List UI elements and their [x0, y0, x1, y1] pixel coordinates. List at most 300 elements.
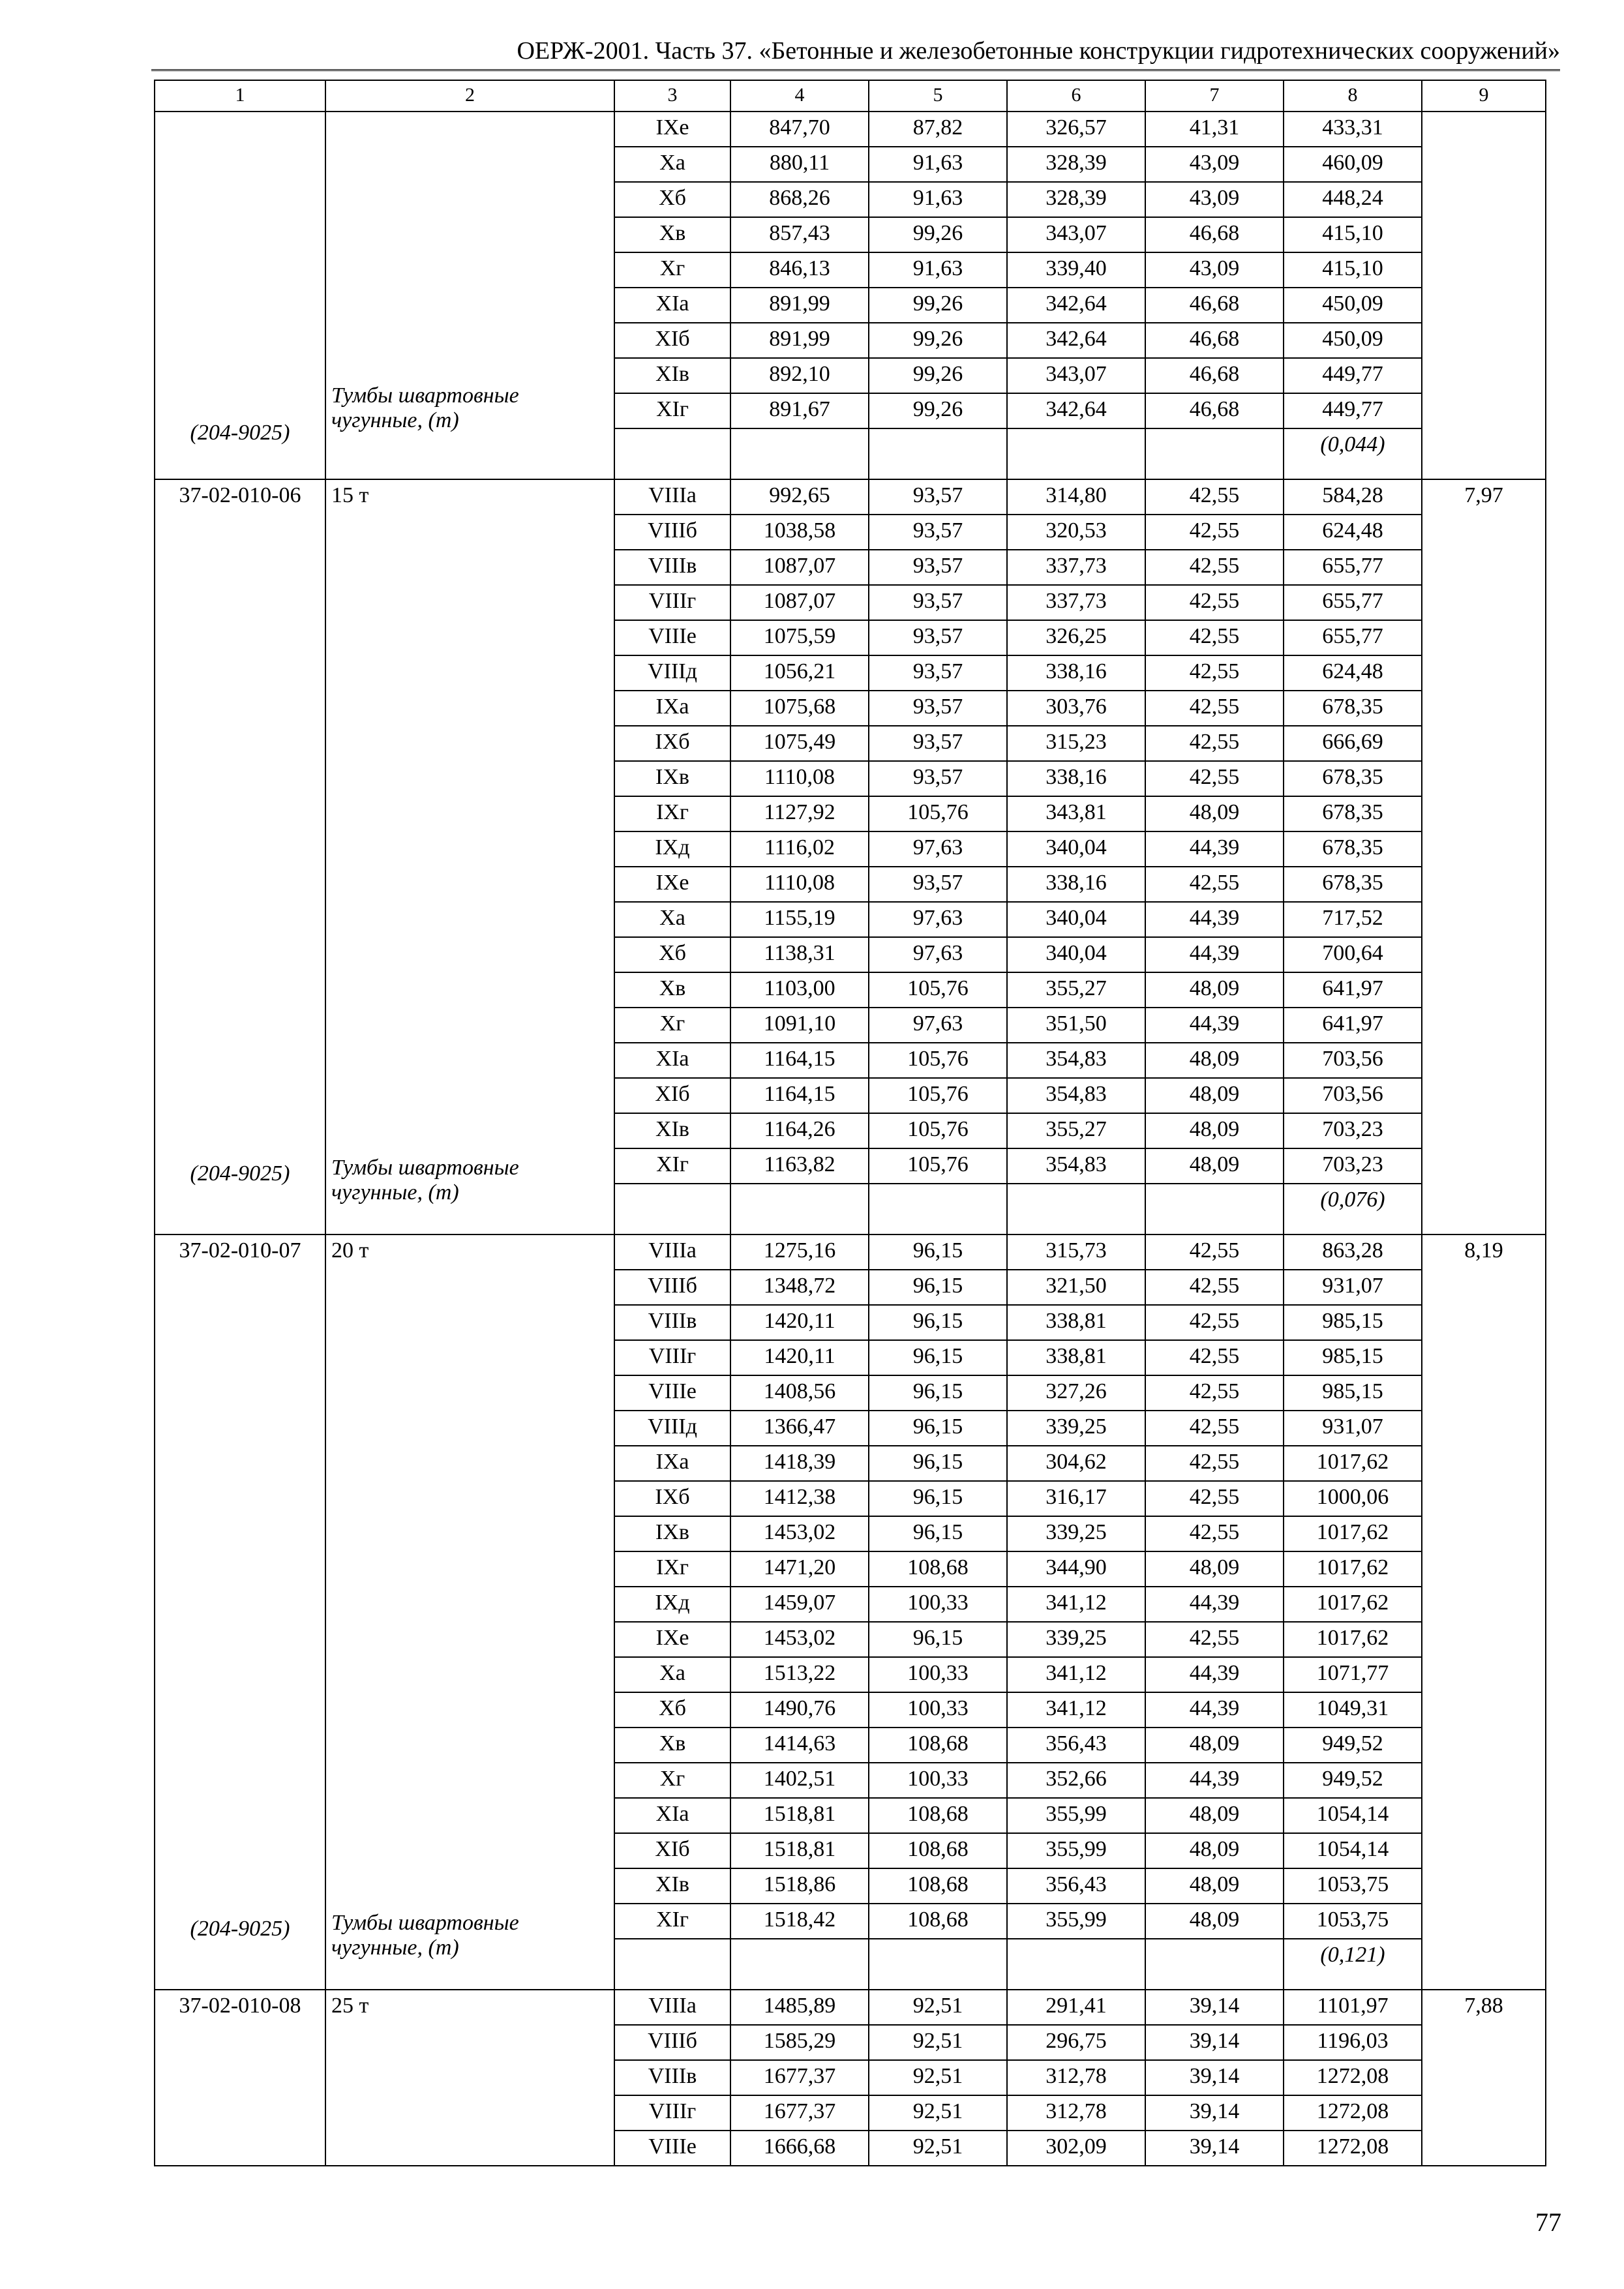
labor-cost: 96,15 — [869, 1446, 1007, 1481]
column-number: 6 — [1007, 80, 1145, 112]
machine-cost: 314,80 — [1007, 479, 1145, 515]
zone-code: XIг — [614, 1148, 730, 1184]
labor-cost: 96,15 — [869, 1305, 1007, 1340]
labor-cost: 97,63 — [869, 902, 1007, 937]
machinist-wage: 48,09 — [1145, 1728, 1284, 1763]
zone-code: VIIIг — [614, 2095, 730, 2131]
materials-cost: 624,48 — [1284, 655, 1422, 691]
total-cost: 1420,11 — [730, 1305, 869, 1340]
labor-cost: 96,15 — [869, 1340, 1007, 1375]
total-cost: 1075,49 — [730, 726, 869, 761]
table-row — [155, 1990, 1546, 2025]
empty-cell — [1145, 1184, 1284, 1234]
rate-name-cell — [325, 479, 614, 1234]
machine-cost: 321,50 — [1007, 1270, 1145, 1305]
machinist-wage: 48,09 — [1145, 1868, 1284, 1904]
rate-code — [159, 112, 321, 146]
zone-code: XIг — [614, 393, 730, 428]
machinist-wage: 46,68 — [1145, 393, 1284, 428]
labor-cost: 108,68 — [869, 1728, 1007, 1763]
machine-cost: 342,64 — [1007, 393, 1145, 428]
materials-cost: 449,77 — [1284, 393, 1422, 428]
resource-code: (204-9025) — [190, 1161, 290, 1186]
total-cost: 1075,59 — [730, 620, 869, 655]
total-cost: 1163,82 — [730, 1148, 869, 1184]
zone-code: VIIIа — [614, 1234, 730, 1270]
total-cost: 892,10 — [730, 358, 869, 393]
rate-name: 25 т — [331, 1994, 369, 2018]
resource-quantity: (0,121) — [1284, 1939, 1422, 1990]
machine-cost: 355,99 — [1007, 1798, 1145, 1833]
materials-cost: 985,15 — [1284, 1305, 1422, 1340]
total-cost: 1110,08 — [730, 761, 869, 796]
machine-cost: 312,78 — [1007, 2060, 1145, 2095]
zone-code: Xв — [614, 217, 730, 252]
zone-code: VIIIд — [614, 655, 730, 691]
labor-cost: 96,15 — [869, 1411, 1007, 1446]
labor-cost: 93,57 — [869, 761, 1007, 796]
total-cost: 868,26 — [730, 182, 869, 217]
labor-cost: 96,15 — [869, 1481, 1007, 1516]
machinist-wage: 48,09 — [1145, 1078, 1284, 1113]
machine-cost: 343,07 — [1007, 217, 1145, 252]
total-cost: 1138,31 — [730, 937, 869, 972]
materials-cost: 703,23 — [1284, 1113, 1422, 1148]
machinist-wage: 42,55 — [1145, 655, 1284, 691]
resource-quantity: (0,044) — [1284, 428, 1422, 479]
materials-cost: 1017,62 — [1284, 1587, 1422, 1622]
machine-cost: 315,23 — [1007, 726, 1145, 761]
total-cost: 1677,37 — [730, 2060, 869, 2095]
zone-code: Xв — [614, 972, 730, 1008]
resource-name: Тумбы швартовные чугунные, (т) — [331, 1156, 519, 1204]
labor-rate — [1422, 112, 1546, 479]
total-cost: 1666,68 — [730, 2131, 869, 2166]
total-cost: 1453,02 — [730, 1516, 869, 1551]
rate-name-cell — [325, 1234, 614, 1990]
machine-cost: 355,27 — [1007, 1113, 1145, 1148]
machine-cost: 339,25 — [1007, 1516, 1145, 1551]
zone-code: Xг — [614, 1763, 730, 1798]
labor-cost: 96,15 — [869, 1234, 1007, 1270]
column-number: 2 — [325, 80, 614, 112]
rate-name-cell — [325, 1990, 614, 2166]
total-cost: 1038,58 — [730, 515, 869, 550]
materials-cost: 949,52 — [1284, 1763, 1422, 1798]
table-row — [155, 1234, 1546, 1270]
machinist-wage: 42,55 — [1145, 1481, 1284, 1516]
total-cost: 880,11 — [730, 147, 869, 182]
labor-cost: 91,63 — [869, 147, 1007, 182]
machinist-wage: 44,39 — [1145, 937, 1284, 972]
empty-cell — [614, 428, 730, 479]
labor-cost: 105,76 — [869, 1078, 1007, 1113]
table-row — [155, 112, 1546, 147]
labor-cost: 96,15 — [869, 1516, 1007, 1551]
rate-name: 20 т — [331, 1238, 369, 1263]
empty-cell — [730, 1939, 869, 1990]
empty-cell — [614, 1184, 730, 1234]
zone-code: IXд — [614, 831, 730, 867]
materials-cost: 666,69 — [1284, 726, 1422, 761]
machinist-wage: 46,68 — [1145, 323, 1284, 358]
total-cost: 857,43 — [730, 217, 869, 252]
machinist-wage: 48,09 — [1145, 1833, 1284, 1868]
zone-code: VIIIг — [614, 585, 730, 620]
labor-cost: 91,63 — [869, 252, 1007, 288]
machine-cost: 315,73 — [1007, 1234, 1145, 1270]
zone-code: XIв — [614, 358, 730, 393]
machinist-wage: 43,09 — [1145, 182, 1284, 217]
labor-cost: 92,51 — [869, 2131, 1007, 2166]
materials-cost: 1017,62 — [1284, 1446, 1422, 1481]
materials-cost: 703,56 — [1284, 1043, 1422, 1078]
column-number: 8 — [1284, 80, 1422, 112]
labor-cost: 93,57 — [869, 867, 1007, 902]
machinist-wage: 42,55 — [1145, 1446, 1284, 1481]
zone-code: Xг — [614, 1008, 730, 1043]
machinist-wage: 44,39 — [1145, 831, 1284, 867]
zone-code: Xб — [614, 1692, 730, 1728]
zone-code: Xа — [614, 1657, 730, 1692]
labor-cost: 91,63 — [869, 182, 1007, 217]
machine-cost: 339,25 — [1007, 1411, 1145, 1446]
materials-cost: 1053,75 — [1284, 1868, 1422, 1904]
labor-cost: 92,51 — [869, 2060, 1007, 2095]
rate-name: 15 т — [331, 483, 369, 507]
machinist-wage: 42,55 — [1145, 761, 1284, 796]
machine-cost: 312,78 — [1007, 2095, 1145, 2131]
labor-cost: 96,15 — [869, 1270, 1007, 1305]
machinist-wage: 46,68 — [1145, 358, 1284, 393]
machinist-wage: 48,09 — [1145, 796, 1284, 831]
rate-code: 37-02-010-06 — [179, 483, 301, 507]
labor-cost: 93,57 — [869, 479, 1007, 515]
labor-cost: 93,57 — [869, 726, 1007, 761]
zone-code: VIIIа — [614, 1990, 730, 2025]
total-cost: 992,65 — [730, 479, 869, 515]
zone-code: IXа — [614, 1446, 730, 1481]
materials-cost: 449,77 — [1284, 358, 1422, 393]
machinist-wage: 39,14 — [1145, 1990, 1284, 2025]
total-cost: 1585,29 — [730, 2025, 869, 2060]
rate-name-cell — [325, 112, 614, 479]
machine-cost: 342,64 — [1007, 288, 1145, 323]
materials-cost: 985,15 — [1284, 1375, 1422, 1411]
materials-cost: 655,77 — [1284, 585, 1422, 620]
zone-code: IXе — [614, 1622, 730, 1657]
machine-cost: 338,16 — [1007, 761, 1145, 796]
machine-cost: 355,27 — [1007, 972, 1145, 1008]
column-number: 7 — [1145, 80, 1284, 112]
empty-cell — [1007, 428, 1145, 479]
labor-cost: 87,82 — [869, 112, 1007, 147]
labor-cost: 93,57 — [869, 691, 1007, 726]
machine-cost: 356,43 — [1007, 1868, 1145, 1904]
materials-cost: 1196,03 — [1284, 2025, 1422, 2060]
machinist-wage: 46,68 — [1145, 288, 1284, 323]
zone-code: VIIIв — [614, 1305, 730, 1340]
labor-cost: 108,68 — [869, 1904, 1007, 1939]
zone-code: IXа — [614, 691, 730, 726]
machine-cost: 354,83 — [1007, 1043, 1145, 1078]
machinist-wage: 42,55 — [1145, 515, 1284, 550]
labor-cost: 105,76 — [869, 1113, 1007, 1148]
zone-code: IXе — [614, 867, 730, 902]
zone-code: IXе — [614, 112, 730, 147]
machinist-wage: 46,68 — [1145, 217, 1284, 252]
materials-cost: 448,24 — [1284, 182, 1422, 217]
zone-code: IXг — [614, 796, 730, 831]
machine-cost: 355,99 — [1007, 1904, 1145, 1939]
labor-cost: 93,57 — [869, 515, 1007, 550]
labor-cost: 93,57 — [869, 620, 1007, 655]
materials-cost: 931,07 — [1284, 1270, 1422, 1305]
total-cost: 1459,07 — [730, 1587, 869, 1622]
materials-cost: 1272,08 — [1284, 2131, 1422, 2166]
labor-cost: 105,76 — [869, 796, 1007, 831]
materials-cost: 415,10 — [1284, 252, 1422, 288]
machinist-wage: 44,39 — [1145, 1763, 1284, 1798]
total-cost: 1087,07 — [730, 550, 869, 585]
zone-code: VIIIе — [614, 620, 730, 655]
column-number: 4 — [730, 80, 869, 112]
empty-cell — [730, 1184, 869, 1234]
empty-cell — [614, 1939, 730, 1990]
labor-cost: 100,33 — [869, 1657, 1007, 1692]
machinist-wage: 43,09 — [1145, 252, 1284, 288]
machine-cost: 343,81 — [1007, 796, 1145, 831]
zone-code: VIIIв — [614, 550, 730, 585]
machinist-wage: 39,14 — [1145, 2095, 1284, 2131]
column-number: 3 — [614, 80, 730, 112]
machinist-wage: 48,09 — [1145, 1043, 1284, 1078]
rate-code: 37-02-010-08 — [179, 1994, 301, 2018]
machinist-wage: 48,09 — [1145, 1798, 1284, 1833]
machine-cost: 339,25 — [1007, 1622, 1145, 1657]
labor-cost: 105,76 — [869, 972, 1007, 1008]
rate-code: 37-02-010-07 — [179, 1238, 301, 1263]
machinist-wage: 42,55 — [1145, 1375, 1284, 1411]
machine-cost: 351,50 — [1007, 1008, 1145, 1043]
total-cost: 1164,15 — [730, 1078, 869, 1113]
zone-code: XIа — [614, 1798, 730, 1833]
zone-code: IXв — [614, 1516, 730, 1551]
materials-cost: 1054,14 — [1284, 1798, 1422, 1833]
labor-cost: 96,15 — [869, 1375, 1007, 1411]
materials-cost: 1101,97 — [1284, 1990, 1422, 2025]
machinist-wage: 42,55 — [1145, 585, 1284, 620]
total-cost: 846,13 — [730, 252, 869, 288]
empty-cell — [1007, 1184, 1145, 1234]
zone-code: XIа — [614, 1043, 730, 1078]
total-cost: 1412,38 — [730, 1481, 869, 1516]
machinist-wage: 42,55 — [1145, 550, 1284, 585]
materials-cost: 703,23 — [1284, 1148, 1422, 1184]
zone-code: XIв — [614, 1868, 730, 1904]
zone-code: VIIIе — [614, 2131, 730, 2166]
total-cost: 1127,92 — [730, 796, 869, 831]
materials-cost: 624,48 — [1284, 515, 1422, 550]
resource-name: Тумбы швартовные чугунные, (т) — [331, 1911, 519, 1960]
machine-cost: 354,83 — [1007, 1078, 1145, 1113]
empty-cell — [1145, 1939, 1284, 1990]
machine-cost: 340,04 — [1007, 831, 1145, 867]
zone-code: VIIIб — [614, 1270, 730, 1305]
rate-code-cell — [155, 112, 325, 479]
total-cost: 891,67 — [730, 393, 869, 428]
materials-cost: 678,35 — [1284, 761, 1422, 796]
materials-cost: 1017,62 — [1284, 1516, 1422, 1551]
materials-cost: 1017,62 — [1284, 1551, 1422, 1587]
machine-cost: 340,04 — [1007, 937, 1145, 972]
total-cost: 1471,20 — [730, 1551, 869, 1587]
materials-cost: 1272,08 — [1284, 2060, 1422, 2095]
materials-cost: 641,97 — [1284, 972, 1422, 1008]
materials-cost: 450,09 — [1284, 288, 1422, 323]
labor-cost: 93,57 — [869, 550, 1007, 585]
materials-cost: 700,64 — [1284, 937, 1422, 972]
machine-cost: 344,90 — [1007, 1551, 1145, 1587]
zone-code: XIб — [614, 1833, 730, 1868]
machinist-wage: 48,09 — [1145, 1148, 1284, 1184]
rate-code-cell — [155, 479, 325, 1234]
total-cost: 1420,11 — [730, 1340, 869, 1375]
machinist-wage: 39,14 — [1145, 2025, 1284, 2060]
machine-cost: 328,39 — [1007, 182, 1145, 217]
labor-cost: 100,33 — [869, 1692, 1007, 1728]
empty-cell — [869, 428, 1007, 479]
machine-cost: 343,07 — [1007, 358, 1145, 393]
total-cost: 1103,00 — [730, 972, 869, 1008]
materials-cost: 1272,08 — [1284, 2095, 1422, 2131]
machine-cost: 339,40 — [1007, 252, 1145, 288]
labor-cost: 97,63 — [869, 937, 1007, 972]
materials-cost: 655,77 — [1284, 550, 1422, 585]
total-cost: 1155,19 — [730, 902, 869, 937]
machine-cost: 326,25 — [1007, 620, 1145, 655]
machine-cost: 341,12 — [1007, 1657, 1145, 1692]
machine-cost: 341,12 — [1007, 1587, 1145, 1622]
page-number: 77 — [1535, 2207, 1561, 2237]
machine-cost: 338,16 — [1007, 655, 1145, 691]
total-cost: 1275,16 — [730, 1234, 869, 1270]
labor-cost: 93,57 — [869, 655, 1007, 691]
machinist-wage: 42,55 — [1145, 1411, 1284, 1446]
machine-cost: 340,04 — [1007, 902, 1145, 937]
labor-cost: 97,63 — [869, 1008, 1007, 1043]
zone-code: VIIIв — [614, 2060, 730, 2095]
machine-cost: 338,16 — [1007, 867, 1145, 902]
machine-cost: 320,53 — [1007, 515, 1145, 550]
total-cost: 1056,21 — [730, 655, 869, 691]
total-cost: 1087,07 — [730, 585, 869, 620]
total-cost: 1402,51 — [730, 1763, 869, 1798]
zone-code: IXг — [614, 1551, 730, 1587]
machine-cost: 328,39 — [1007, 147, 1145, 182]
machinist-wage: 42,55 — [1145, 1622, 1284, 1657]
machine-cost: 303,76 — [1007, 691, 1145, 726]
rate-code-cell — [155, 1990, 325, 2166]
rates-table-body — [155, 80, 1546, 2166]
empty-cell — [1145, 428, 1284, 479]
materials-cost: 678,35 — [1284, 831, 1422, 867]
machinist-wage: 42,55 — [1145, 1340, 1284, 1375]
total-cost: 1075,68 — [730, 691, 869, 726]
materials-cost: 678,35 — [1284, 867, 1422, 902]
total-cost: 891,99 — [730, 288, 869, 323]
machine-cost: 326,57 — [1007, 112, 1145, 147]
machinist-wage: 48,09 — [1145, 1904, 1284, 1939]
machine-cost: 337,73 — [1007, 550, 1145, 585]
zone-code: XIб — [614, 323, 730, 358]
machinist-wage: 43,09 — [1145, 147, 1284, 182]
empty-cell — [869, 1939, 1007, 1990]
labor-cost: 93,57 — [869, 585, 1007, 620]
total-cost: 1091,10 — [730, 1008, 869, 1043]
total-cost: 1485,89 — [730, 1990, 869, 2025]
machinist-wage: 48,09 — [1145, 1113, 1284, 1148]
total-cost: 1518,81 — [730, 1798, 869, 1833]
labor-cost: 108,68 — [869, 1798, 1007, 1833]
rates-table — [154, 80, 1546, 2166]
total-cost: 1348,72 — [730, 1270, 869, 1305]
zone-code: XIа — [614, 288, 730, 323]
total-cost: 1518,86 — [730, 1868, 869, 1904]
total-cost: 1110,08 — [730, 867, 869, 902]
resource-code: (204-9025) — [190, 421, 290, 445]
labor-rate: 7,88 — [1422, 1990, 1546, 2166]
total-cost: 891,99 — [730, 323, 869, 358]
machine-cost: 355,99 — [1007, 1833, 1145, 1868]
machine-cost: 342,64 — [1007, 323, 1145, 358]
labor-cost: 97,63 — [869, 831, 1007, 867]
total-cost: 1418,39 — [730, 1446, 869, 1481]
materials-cost: 1049,31 — [1284, 1692, 1422, 1728]
materials-cost: 1000,06 — [1284, 1481, 1422, 1516]
materials-cost: 1053,75 — [1284, 1904, 1422, 1939]
machinist-wage: 44,39 — [1145, 1692, 1284, 1728]
machine-cost: 316,17 — [1007, 1481, 1145, 1516]
machine-cost: 304,62 — [1007, 1446, 1145, 1481]
machinist-wage: 42,55 — [1145, 479, 1284, 515]
materials-cost: 450,09 — [1284, 323, 1422, 358]
total-cost: 1677,37 — [730, 2095, 869, 2131]
zone-code: VIIIг — [614, 1340, 730, 1375]
resource-code: (204-9025) — [190, 1917, 290, 1941]
materials-cost: 931,07 — [1284, 1411, 1422, 1446]
machine-cost: 356,43 — [1007, 1728, 1145, 1763]
labor-cost: 105,76 — [869, 1148, 1007, 1184]
zone-code: IXд — [614, 1587, 730, 1622]
zone-code: Xб — [614, 182, 730, 217]
labor-cost: 92,51 — [869, 2095, 1007, 2131]
column-number: 5 — [869, 80, 1007, 112]
column-number: 9 — [1422, 80, 1546, 112]
labor-rate: 8,19 — [1422, 1234, 1546, 1990]
machinist-wage: 42,55 — [1145, 1305, 1284, 1340]
machinist-wage: 44,39 — [1145, 902, 1284, 937]
labor-cost: 108,68 — [869, 1833, 1007, 1868]
materials-cost: 1054,14 — [1284, 1833, 1422, 1868]
rates-table-container — [154, 80, 1546, 2166]
machine-cost: 296,75 — [1007, 2025, 1145, 2060]
zone-code: Xг — [614, 252, 730, 288]
zone-code: XIг — [614, 1904, 730, 1939]
machine-cost: 354,83 — [1007, 1148, 1145, 1184]
materials-cost: 703,56 — [1284, 1078, 1422, 1113]
total-cost: 1116,02 — [730, 831, 869, 867]
